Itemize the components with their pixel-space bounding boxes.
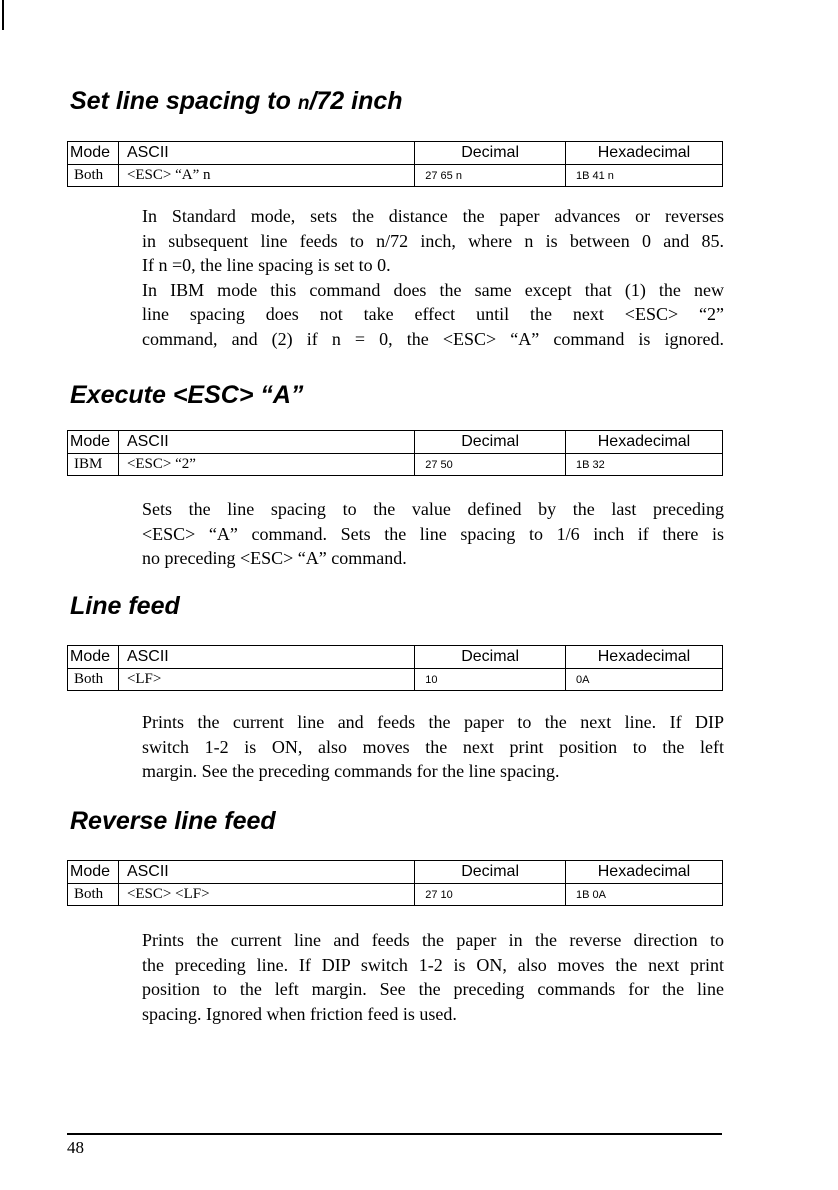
cell-ascii: <ESC> <LF> <box>118 884 414 906</box>
command-table-execute-esc-a <box>67 430 723 476</box>
header-hex: Hexadecimal <box>565 142 722 165</box>
header-mode: Mode <box>68 142 119 165</box>
header-hex: Hexadecimal <box>565 646 722 669</box>
header-hex: Hexadecimal <box>565 861 722 884</box>
section-title-execute-esc-a: Execute <ESC> “A” <box>70 381 304 409</box>
section-title-line-feed: Line feed <box>70 592 180 620</box>
cell-decimal: 10 <box>415 669 566 691</box>
cell-ascii: <ESC> “A” n <box>118 165 414 187</box>
header-decimal: Decimal <box>415 142 566 165</box>
header-ascii: ASCII <box>118 646 414 669</box>
cell-ascii: <ESC> “2” <box>118 454 414 476</box>
header-ascii: ASCII <box>118 861 414 884</box>
header-ascii: ASCII <box>118 142 414 165</box>
description-execute-esc-a: Sets the line spacing to the value defined by the last preceding <ESC> “A” command. Sets the line spacing to 1/6 inch if there is no preceding <ESC> “A” command. <box>142 499 724 568</box>
section-title-reverse-line-feed: Reverse line feed <box>70 807 276 835</box>
description-set-line-spacing: In Standard mode, sets the distance the paper advances or reverses in subsequent line feeds to n/72 inch, where n is between 0 and 85. If n =0, the line spacing is set to 0. In IBM mode this command does the same except that (1) the new line spacing does not take effect until the next <ESC> “2” command, and (2) if n = 0, the <ESC> “A” command is ignored. <box>142 206 724 349</box>
command-table-set-line-spacing <box>67 141 723 187</box>
cell-decimal: 27 65 n <box>415 165 566 187</box>
header-mode: Mode <box>68 431 119 454</box>
cell-decimal: 27 10 <box>415 884 566 906</box>
header-decimal: Decimal <box>415 646 566 669</box>
cell-hex: 1B 41 n <box>565 165 722 187</box>
description-reverse-line-feed: Prints the current line and feeds the paper in the reverse direction to the preceding line. If DIP switch 1-2 is ON, also moves the next print position to the left margin. See the preceding commands for the line spacing. Ignored when friction feed is used. <box>142 930 724 1024</box>
header-mode: Mode <box>68 861 119 884</box>
footer-rule <box>67 1133 722 1135</box>
header-mode: Mode <box>68 646 119 669</box>
command-table-line-feed <box>67 645 723 691</box>
header-decimal: Decimal <box>415 861 566 884</box>
header-decimal: Decimal <box>415 431 566 454</box>
cell-decimal: 27 50 <box>415 454 566 476</box>
cell-mode: Both <box>68 669 119 691</box>
cell-mode: Both <box>68 165 119 187</box>
margin-mark <box>2 0 4 30</box>
cell-hex: 0A <box>565 669 722 691</box>
section-title-set-line-spacing: Set line spacing to n/72 inch <box>70 87 403 115</box>
cell-hex: 1B 0A <box>565 884 722 906</box>
header-ascii: ASCII <box>118 431 414 454</box>
cell-mode: IBM <box>68 454 119 476</box>
page-number: 48 <box>67 1138 84 1157</box>
header-hex: Hexadecimal <box>565 431 722 454</box>
cell-mode: Both <box>68 884 119 906</box>
command-table-reverse-line-feed <box>67 860 723 906</box>
cell-ascii: <LF> <box>118 669 414 691</box>
cell-hex: 1B 32 <box>565 454 722 476</box>
description-line-feed: Prints the current line and feeds the paper to the next line. If DIP switch 1-2 is ON, also moves the next print position to the left margin. See the preceding commands for the line spacing. <box>142 712 724 781</box>
